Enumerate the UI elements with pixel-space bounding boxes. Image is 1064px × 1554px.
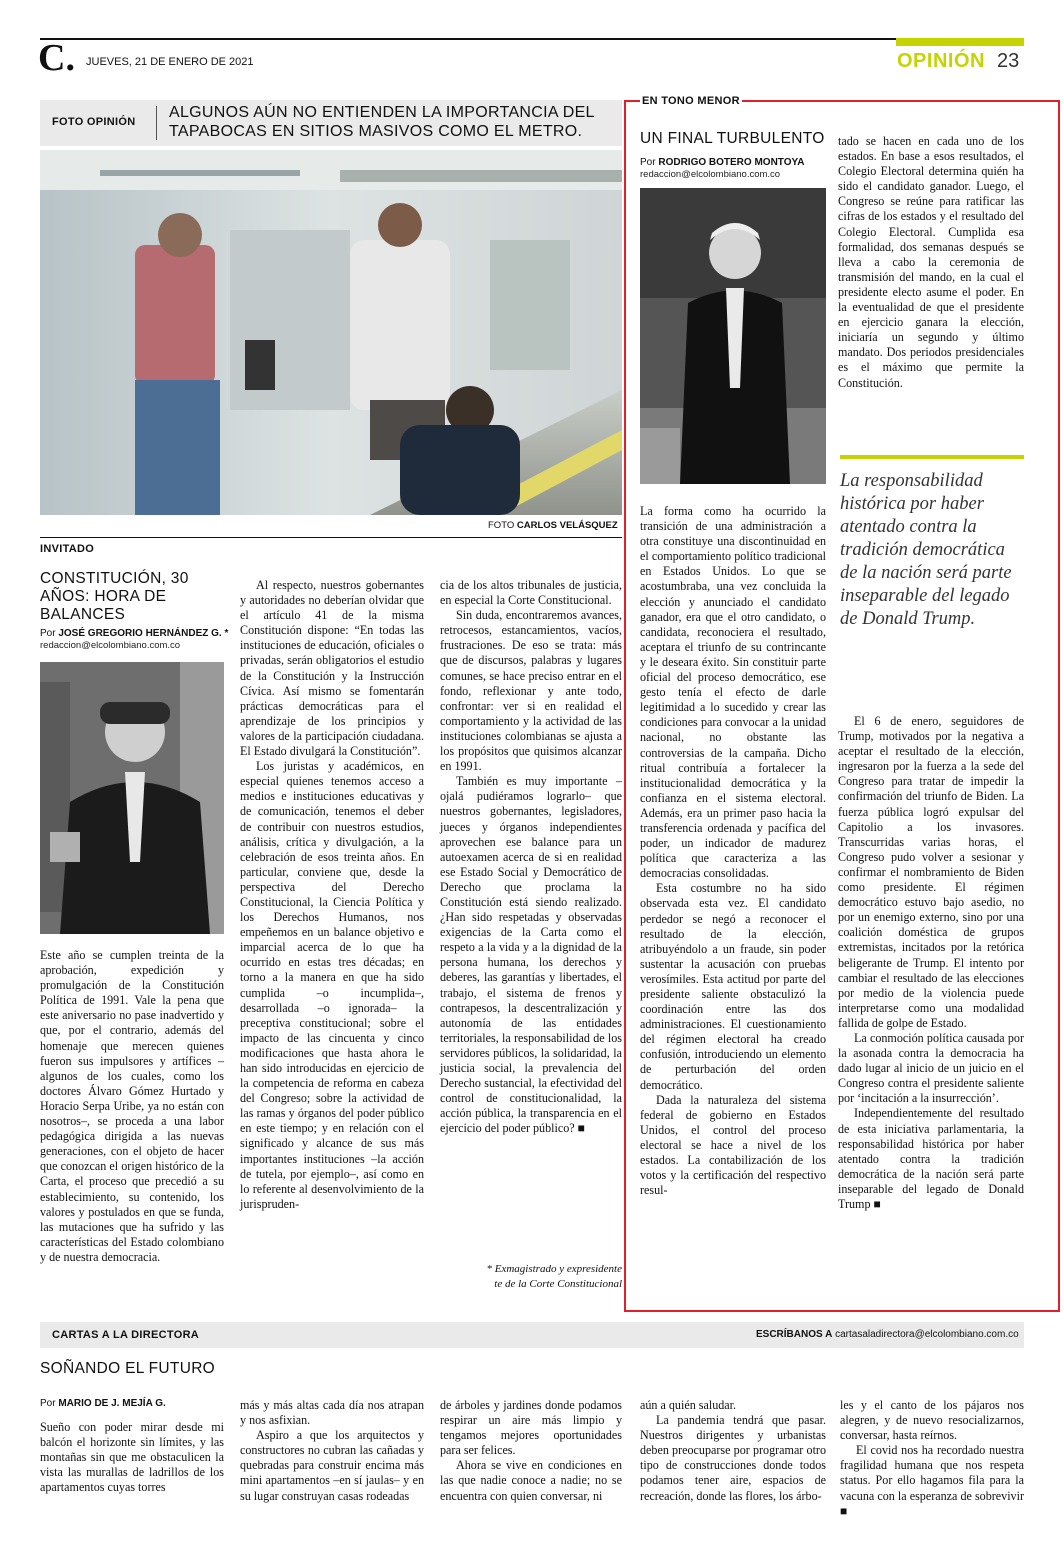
pull-quote: La responsabilidad histórica por haber atentado contra la tradición democrática de la nación será parte inseparable del legado de Donald Trump.	[840, 471, 1012, 629]
page-number: 23	[997, 50, 1020, 72]
invitado-title: CONSTITUCIÓN, 30 AÑOS: HORA DE BALANCES	[40, 570, 189, 623]
cartas-col2: más y más altas cada día nos atrapan y nos asfixian. Aspiro a que los arquitectos y constructores no cubran las cañadas y quebradas para construir encima más mini apartamentos –en sí jaulas– y en su lugar construyan casas rodeadas	[240, 1398, 424, 1503]
author-photo-botero	[640, 188, 826, 484]
logo: C.	[38, 37, 75, 79]
cartas-col4: aún a quién saludar. La pandemia tendrá que pasar. Nuestros dirigentes y urbanistas deben preocuparse por programar otro tipo de construcciones donde todos podamos tener aire, espacios de recreación, donde las flores, los árbo-	[640, 1398, 826, 1503]
invitado-col2: Al respecto, nuestros gobernantes y autoridades no deberían olvidar que el artículo 41 de la misma Constitución dispone: “En todas las instituciones de educación, oficiales o privadas, serán obligatorios el estudio de la Constitución y la Instrucción Cívica. Así mismo se fomentarán prácticas democráticas para el aprendizaje de los principios y valores de la participación ciudadana. El Estado divulgará la Constitución”. Los juristas y académicos, en especial quienes tenemos acceso a medios e instituciones educativas y de comunicación, tenemos el deber de contribuir con nuestros estudios, análisis, crítica y divulgación, a la celebración de esos treinta años. En particular, conviene que, desde la perspectiva del Derecho Constitucional, la Ciencia Política y los Derechos Humanos, nos empeñemos en un balance objetivo e imparcial acerca de lo que ha ocurrido en estas tres décadas; en torno a la manera en que ha sido cumplida –o incumplida–, desarrollada –o ignorada– la preceptiva constitucional; sobre el impacto de las cincuenta y cinco modificaciones que hasta ahora le han sido introducidas en ejercicio de la competencia de reforma en cabeza del Congreso; sobre la actividad de las ramas y órganos del poder público en este tiempo; y en relación con el significado y alcance de sus más importantes instituciones –la acción de tutela, por ejemplo–, así como en lo referente al desenvolvimiento de la jurispruden-	[240, 578, 424, 1211]
metro-photo	[40, 150, 622, 515]
author-photo-hernandez	[40, 662, 224, 934]
cartas-title: SOÑANDO EL FUTURO	[40, 1360, 216, 1377]
cartas-byline: Por MARIO DE J. MEJÍA G.	[40, 1398, 166, 1409]
tono-menor-col2-bottom: El 6 de enero, seguidores de Trump, motivados por la negativa a aceptar el resultado de la elección, ingresaron por la fuerza a la sede del Congreso para tratar de impedir la confirmación del triunfo de Biden. La fuerza pública logró expulsar del Capitolio a los invasores. Transcurridas varias horas, el Congreso pudo volver a sesionar y confirmar el nombramiento de Biden como presidente. El régimen democrático estuvo bajo asedio, no por un enemigo externo, sino por una coalición doméstica de grupos extremistas, incitados por la retórica beligerante de Trump. El intento por cambiar el resultado de las elecciones por medio de la violencia puede interpretarse como una modalidad fallida de golpe de Estado. La conmoción política causada por la asonada contra la democracia ha dado lugar al inicio de un juicio en el Congreso contra el presidente saliente por ‘incitación a la insurrección’. Independientemente del resultado de esta iniciativa parlamentaria, la responsabilidad histórica por haber atentado contra la tradición democrática de la nación será parte inseparable del legado de Donald Trump ■	[838, 714, 1024, 1211]
invitado-col1: Este año se cumplen treinta de la aprobación, expedición y promulgación de la Constitución Política de 1991. Vale la pena que este aniversario no pase inadvertido y que, por el contrario, además del homenaje que merecen quienes fueron sus impulsores y artífices –algunos de los cuales, como los doctores Álvaro Gómez Hurtado y Horacio Serpa Uribe, ya no están con nosotros–, se proceda a una labor pedagógica dirigida a las nuevas generaciones, con el objeto de hacer que conozcan el origen histórico de la Carta, el proceso que precedió a su establecimiento, su contenido, los valores y postulados en que se funda, las mutaciones que ha sufrido y las características del Estado colombiano y de nuestra democracia.	[40, 948, 224, 1264]
pull-quote-rule	[840, 455, 1024, 459]
section-title: OPINIÓN	[897, 50, 985, 72]
tono-menor-col1: La forma como ha ocurrido la transición de una administración a otra constituye una discontinuidad en el comportamiento político tradicional en Estados Unidos. Lo que se acostumbraba, una vez concluida la elección y anunciado el candidato ganador, era que el otro candidato, o candidata, reconociera el resultado, aceptara el triunfo de su contrincante y le deseara éxito. Sin constituir parte oficial del proceso democrático, ese gesto tenía el efecto de darle legitimidad a lo sucedido y crear las condiciones para convocar a la unidad nacional, no obstante las controversias de la campaña. Dicho ritual contribuía a fortalecer la institucionalidad democrática y la confianza en el sistema electoral. Además, era un primer paso hacia la transferencia ordenada y pacífica del poder, un indicador de madurez política que caracteriza a las democracias consolidadas. Esta costumbre no ha sido observada esta vez. El candidato perdedor se negó a reconocer el resultado de la elección, atribuyéndolo a un fraude, sin poder sustentar la acusación con pruebas verosímiles. Esta actitud por parte del presidente saliente obstaculizó la coordinación entre las dos administraciones. El cuestionamiento del régimen electoral ha creado confusión, introduciendo un elemento de perturbación del orden democrático. Dada la naturaleza del sistema federal de gobierno en Estados Unidos, el control del proceso electoral se hace a nivel de los estados. La contabilización de los votos y la certificación del respectivo resul-	[640, 504, 826, 1198]
tono-menor-col2-top: tado se hacen en cada uno de los estados. En base a esos resultados, el Colegio Electoral determina quién ha sido el candidato ganador. Luego, el Congreso se reúne para ratificar las cifras de los estados y el resultado del Colegio Electoral. Cumplida esa formalidad, dos semanas después se lleva a cabo la ceremonia de transmisión del mando, en la cual el presidente electo asume el poder. En la eventualidad de que el presidente en ejercicio ganara la elección, iniciaría un segundo y último mandato. Dos periodos presidenciales es el máximo que permite la Constitución.	[838, 134, 1024, 390]
invitado-label: INVITADO	[40, 543, 95, 555]
invitado-email: redaccion@elcolombiano.com.co	[40, 640, 181, 651]
tono-menor-title: UN FINAL TURBULENTO	[640, 130, 825, 147]
masthead-rule	[40, 38, 1024, 40]
invitado-footnote: * Exmagistrado y expresidente te de la Corte Constitucional	[486, 1263, 622, 1290]
date-line: JUEVES, 21 DE ENERO DE 2021	[86, 56, 254, 68]
invitado-col3: cia de los altos tribunales de justicia, en especial la Corte Constitucional. Sin duda, encontraremos avances, retrocesos, estancamientos, vacíos, frustraciones. De eso se trata: más que de discursos, palabras y lugares comunes, se hace preciso entrar en el fondo, reflexionar y ante todo, confrontar: ver si en realidad el comportamiento y la actividad de las instituciones colombianas se ajusta a los propósitos que quisimos alcanzar en 1991. También es muy importante –ojalá pudiéramos lograrlo– que nuestros gobernantes, legisladores, jueces y órganos independientes aprovechen ese balance para un autoexamen acerca de si en realidad ese Estado Social y Democrático de Derecho que proclama la Constitución está siendo realizado. ¿Han sido respetadas y observadas exigencias de la Carta como el respeto a la vida y a la dignidad de la persona humana, los derechos y deberes, las garantías y libertades, el trabajo, el sistema de frenos y contrapesos, la descentralización y autonomía de las entidades territoriales, la responsabilidad de los servidores públicos, la solidaridad, la justicia social, la prevalencia del Derecho sustancial, la efectividad del control de constitucionalidad, la acción pública, la transparencia en el ejercicio del poder público? ■	[440, 578, 622, 1136]
invitado-rule	[40, 537, 622, 538]
cartas-write: ESCRÍBANOS A cartasaladirectora@elcolombiano.com.co	[756, 1329, 1019, 1340]
cartas-col5: les y el canto de los pájaros nos alegren, y de nuevo resocializarnos, conversar, hasta reírnos. El covid nos ha recordado nuestra fragilidad humana que nos respeta status. Por ello hagamos fila para la vacuna con la esperanza de sobrevivir ■	[840, 1398, 1024, 1518]
foto-opinion-caption: ALGUNOS AÚN NO ENTIENDEN LA IMPORTANCIA DEL TAPABOCAS EN SITIOS MASIVOS COMO EL METRO.	[169, 104, 595, 140]
tono-menor-label: EN TONO MENOR	[642, 95, 740, 107]
section-tab	[896, 38, 1024, 46]
foto-opinion-divider	[156, 106, 157, 140]
foto-opinion-label: FOTO OPINIÓN	[52, 116, 136, 128]
tono-menor-byline: Por RODRIGO BOTERO MONTOYA	[640, 157, 805, 168]
cartas-label: CARTAS A LA DIRECTORA	[52, 1329, 200, 1341]
cartas-col3: de árboles y jardines donde podamos respirar un aire más limpio y tengamos mejores oportunidades para ser felices. Ahora se vive en condiciones en las que nadie conoce a nadie; no se encuentra con quien conversar, ni	[440, 1398, 622, 1503]
photo-credit: FOTO CARLOS VELÁSQUEZ	[488, 520, 618, 531]
invitado-byline: Por JOSÉ GREGORIO HERNÁNDEZ G. *	[40, 628, 229, 639]
tono-menor-email: redaccion@elcolombiano.com.co	[640, 169, 781, 180]
cartas-col1: Sueño con poder mirar desde mi balcón el horizonte sin límites, y las montañas sin que me obstaculicen la vista las murallas de ladrillos de los apartamentos cuyas torres	[40, 1420, 224, 1495]
